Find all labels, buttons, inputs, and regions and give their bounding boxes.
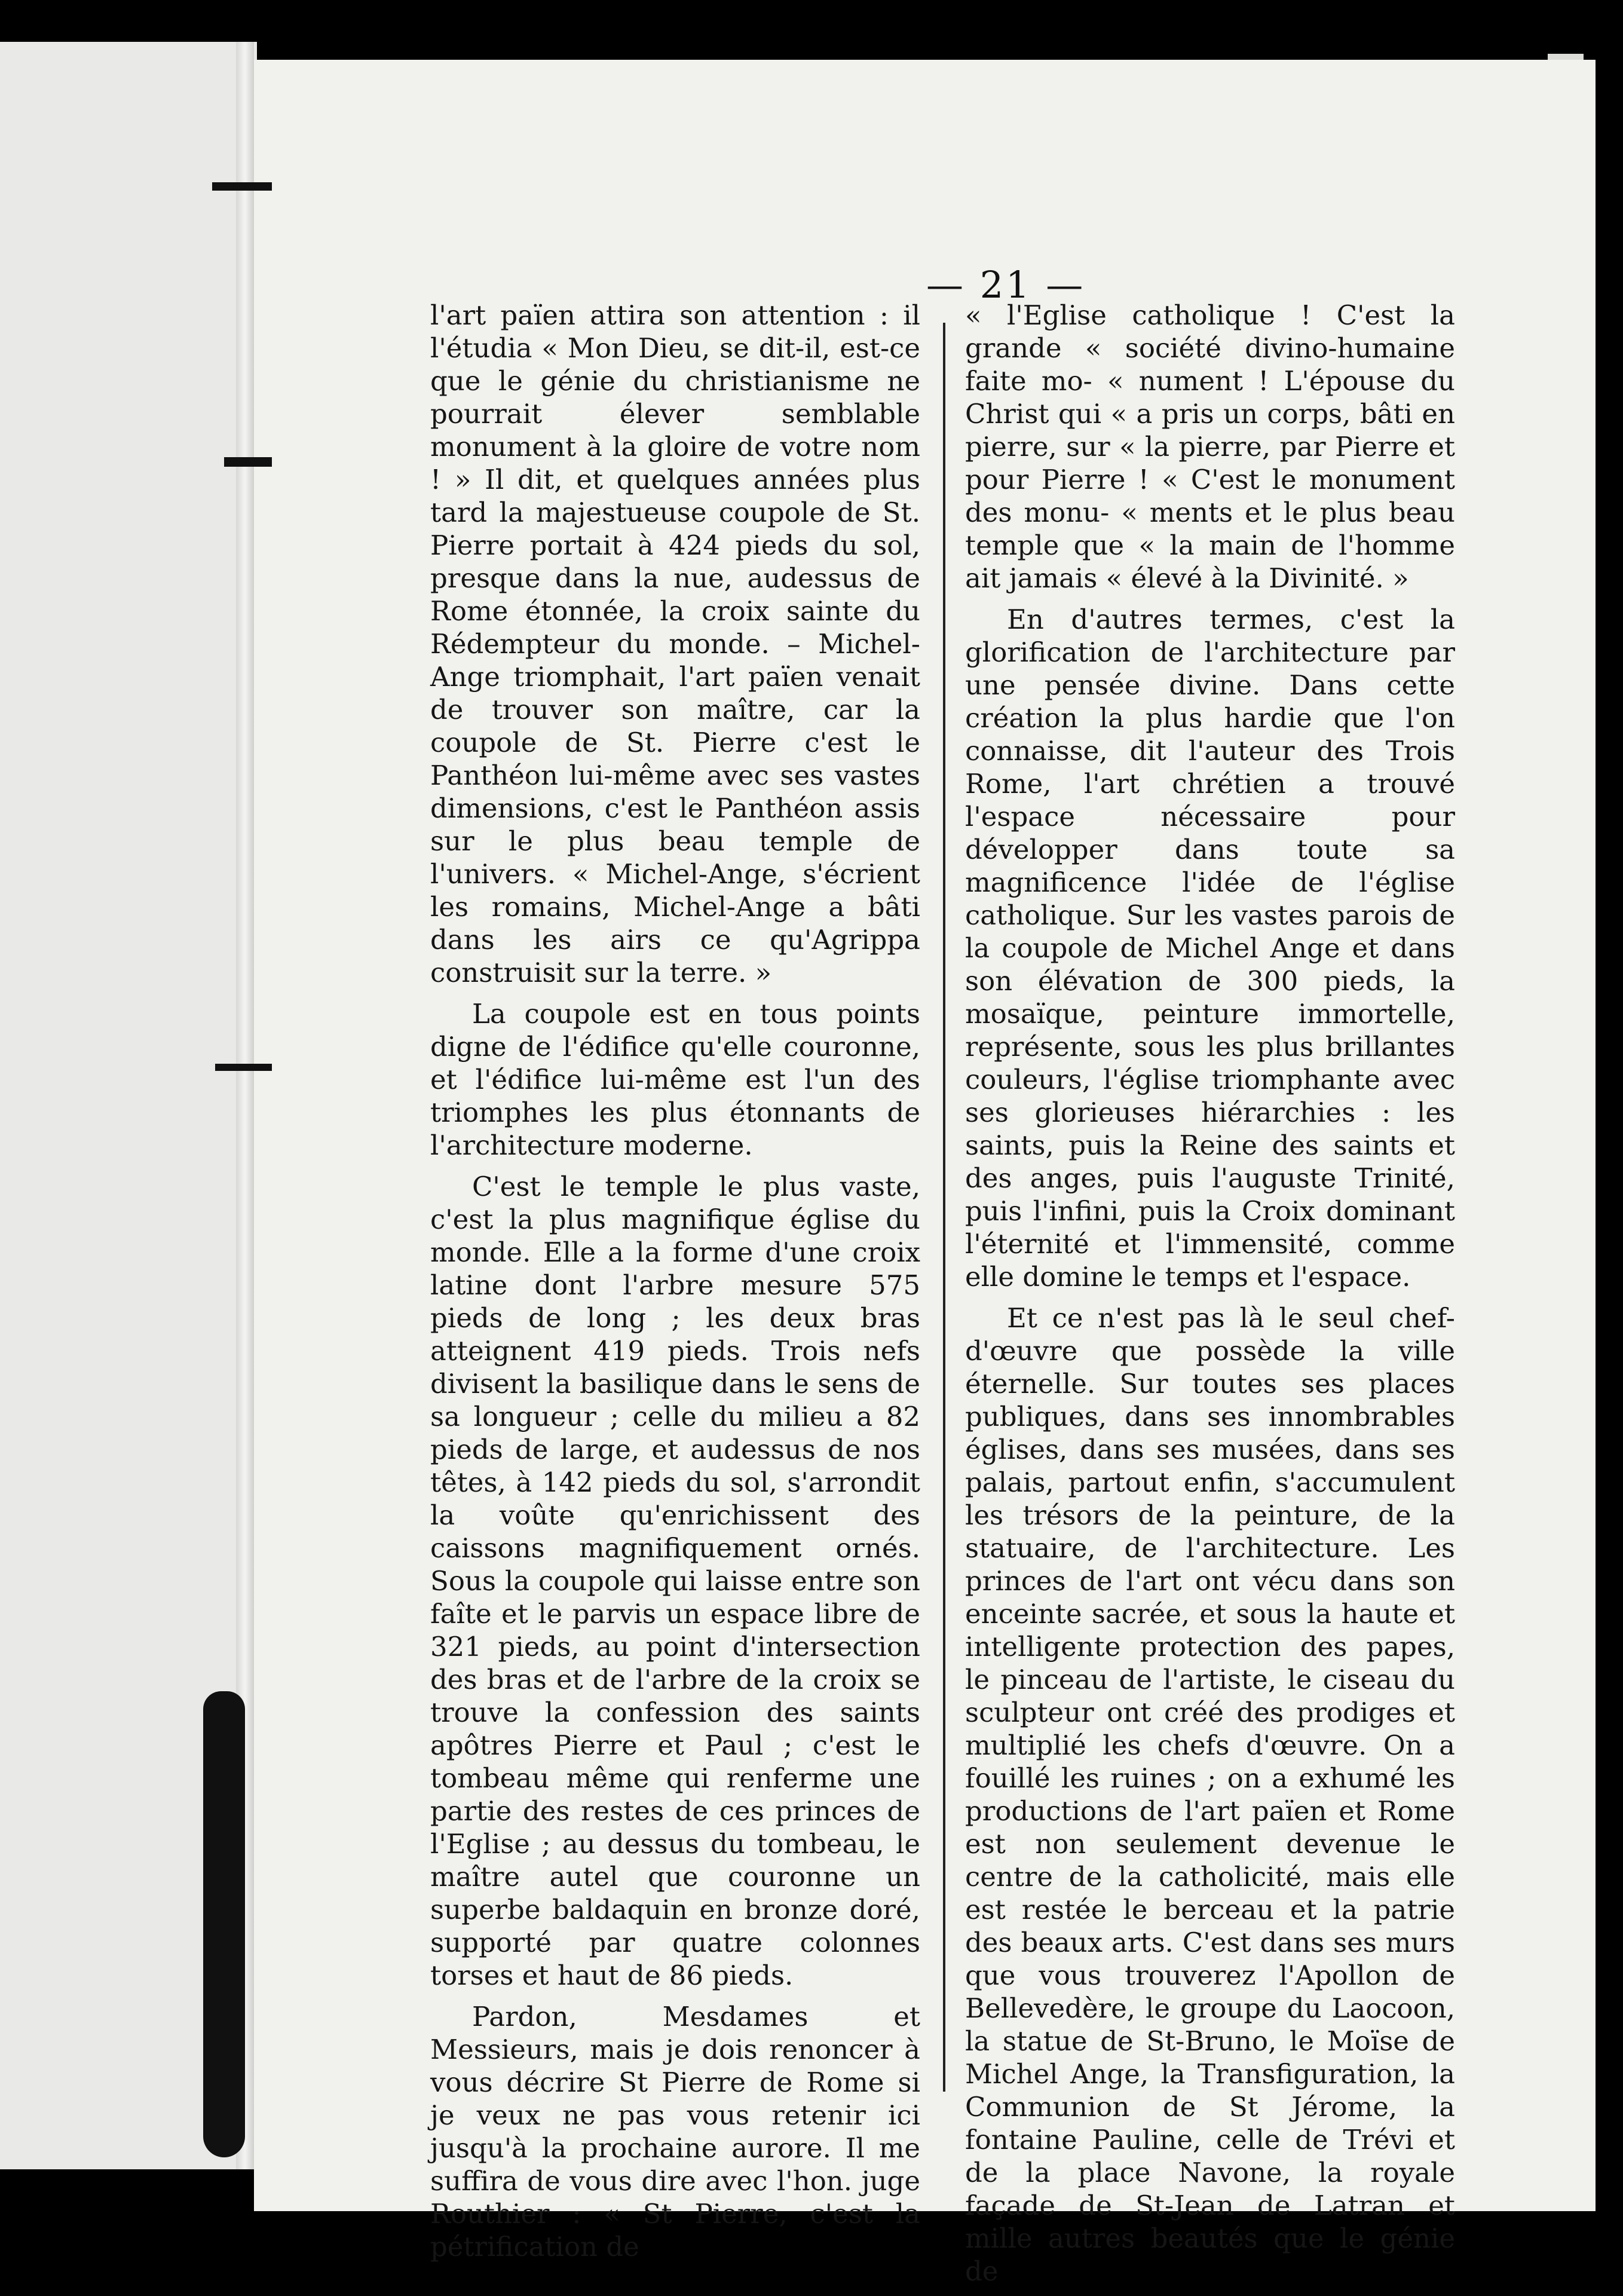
left-text-column bbox=[430, 299, 920, 2271]
paragraph: La coupole est en tous points digne de l'édifice qu'elle couronne, et l'édifice lui-même est l'un des triomphes les plus étonnants de l'architecture moderne. bbox=[430, 998, 920, 1161]
binding-thread-mark bbox=[224, 457, 272, 467]
paragraph: C'est le temple le plus vaste, c'est la plus magnifique église du monde. Elle a la forme d'une croix latine dont l'arbre mesure 575 pieds de long ; les deux bras atteignent 419 pieds. Trois nefs divisent la basilique dans le sens de sa longueur ; celle du milieu a 82 pieds de large, et audessus de nos têtes, à 142 pieds du sol, s'arrondit la voûte qu'enrichissent des caissons magnifiquement ornés. Sous la coupole qui laisse entre son faîte et le parvis un espace libre de 321 pieds, au point d'intersection des bras et de l'arbre de la croix se trouve la confession des saints apôtres Pierre et Paul ; c'est le tombeau même qui renferme une partie des restes de ces princes de l'Eglise ; au dessus du tombeau, le maître autel que couronne un superbe baldaquin en bronze doré, supporté par quatre colonnes torses et haut de 86 pieds. bbox=[430, 1171, 920, 1991]
paragraph: Pardon, Mesdames et Messieurs, mais je dois renoncer à vous décrire St Pierre de Rome si je veux ne pas vous retenir ici jusqu'à la prochaine aurore. Il me suffira de vous dire avec l'hon. juge Routhier : « St Pierre, c'est la pétrification de bbox=[430, 2001, 920, 2263]
right-text-column bbox=[965, 299, 1455, 2296]
paragraph: « l'Eglise catholique ! C'est la grande « société divino-humaine faite mo- « nument ! L'épouse du Christ qui « a pris un corps, bâti en pierre, sur « la pierre, par Pierre et pour Pierre ! « C'est le monument des monu- « ments et le plus beau temple que « la main de l'homme ait jamais « élevé à la Divinité. » bbox=[965, 299, 1455, 594]
paragraph: Et ce n'est pas là le seul chef-d'œuvre que possède la ville éternelle. Sur toutes ses places publiques, dans ses innombrables églises, dans ses musées, dans ses palais, partout enfin, s'accumulent les trésors de la peinture, de la statuaire, de l'architecture. Les princes de l'art ont vécu dans son enceinte sacrée, et sous la haute et intelligente protection des papes, le pinceau de l'artiste, le ciseau du sculpteur ont créé des prodiges et multiplié les chefs d'œuvre. On a fouillé les ruines ; on a exhumé les productions de l'art païen et Rome est non seulement devenue le centre de la catholicité, mais elle est restée le berceau et la patrie des beaux arts. C'est dans ses murs que vous trouverez l'Apollon de Bellevedère, le groupe du Laocoon, la statue de St-Bruno, le Moïse de Michel Ange, la Transfiguration, la Communion de St Jérome, la fontaine Pauline, celle de Trévi et de la place Navone, la royale façade de St-Jean de Latran et mille autres beautés que le génie de bbox=[965, 1302, 1455, 2287]
binding-thread-mark bbox=[212, 182, 272, 191]
binding-tear bbox=[203, 1691, 245, 2157]
column-divider bbox=[943, 323, 945, 2092]
paragraph: l'art païen attira son attention : il l'étudia « Mon Dieu, se dit-il, est-ce que le génie du christianisme ne pourrait élever semblable monument à la gloire de votre nom ! » Il dit, et quelques années plus tard la majestueuse coupole de St. Pierre portait à 424 pieds du sol, presque dans la nue, audessus de Rome étonnée, la croix sainte du Rédempteur du monde. – Michel-Ange triomphait, l'art païen venait de trouver son maître, car la coupole de St. Pierre c'est le Panthéon lui-même avec ses vastes dimensions, c'est le Panthéon assis sur le plus beau temple de l'univers. « Michel-Ange, s'écrient les romains, Michel-Ange a bâti dans les airs ce qu'Agrippa construisit sur la terre. » bbox=[430, 299, 920, 988]
paragraph: En d'autres termes, c'est la glorification de l'architecture par une pensée divine. Dans cette création la plus hardie que l'on connaisse, dit l'auteur des Trois Rome, l'art chrétien a trouvé l'espace nécessaire pour développer dans toute sa magnificence l'idée de l'église catholique. Sur les vastes parois de la coupole de Michel Ange et dans son élévation de 300 pieds, la mosaïque, peinture immortelle, représente, sous les plus brillantes couleurs, l'église triomphante avec ses glorieuses hiérarchies : les saints, puis la Reine des saints et des anges, puis l'auguste Trinité, puis l'infini, puis la Croix dominant l'éternité et l'immensité, comme elle domine le temps et l'espace. bbox=[965, 604, 1455, 1293]
binding-thread-mark bbox=[215, 1064, 272, 1071]
page-number: — 21 — bbox=[926, 263, 1086, 307]
